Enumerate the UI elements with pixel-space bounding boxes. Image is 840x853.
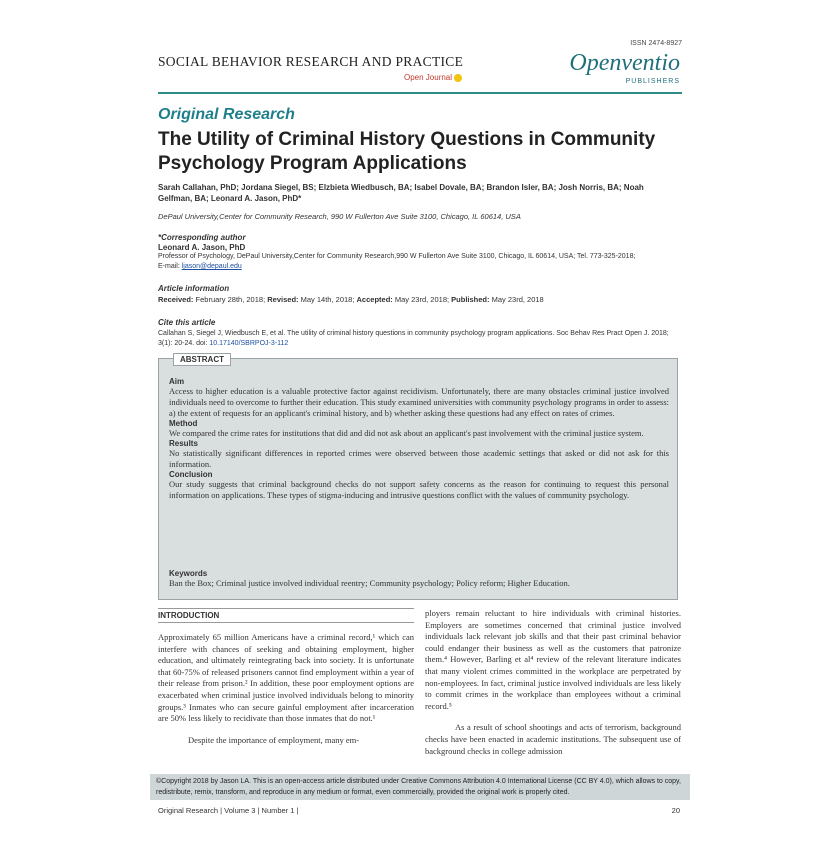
intro-paragraph-3: ployers remain reluctant to hire individuals with criminal histories. Employers are sometimes concerned that criminal justice involved individuals lack relevant job skills and that their past criminal behavior could endanger their business as well as the customers that patronize them.⁴ However, Barling et al⁴ review of the relevant literature indicates that many violent crimes committed in the workplace are perpetrated by non-employees. In fact, criminal justice involved individuals are less likely to commit crimes in the workplace than employees without a criminal record.⁵ [425, 608, 681, 711]
method-label: Method [169, 419, 198, 428]
open-journal-text: Open Journal [404, 73, 453, 82]
received-date: February 28th, 2018; [195, 295, 266, 304]
corresponding-email [158, 263, 242, 270]
conclusion-label: Conclusion [169, 470, 213, 479]
aim-label: Aim [169, 377, 185, 386]
keywords-label: Keywords [169, 569, 208, 578]
intro-paragraph-2: Despite the importance of employment, many em- [188, 734, 360, 745]
keywords [169, 569, 669, 589]
open-journal-icon [454, 74, 462, 82]
cite-label: Cite this article [158, 318, 216, 327]
results-label: Results [169, 439, 198, 448]
citation [158, 329, 683, 349]
received-label: Received: [158, 295, 194, 304]
doi-link[interactable]: 10.17140/SBRPOJ-3-112 [209, 340, 289, 347]
intro-paragraph-4: As a result of school shootings and acts of terrorism, background checks have been enacted in academic institutions. The subsequent use of background checks in college admission [425, 722, 681, 756]
published-date: May 23rd, 2018 [491, 295, 544, 304]
right-column [425, 608, 681, 757]
article-title: The Utility of Criminal History Questions in Community Psychology Program Applications [158, 129, 656, 174]
journal-name: SOCIAL BEHAVIOR RESEARCH AND PRACTICE [158, 54, 464, 69]
revised-date: May 14th, 2018; [300, 295, 355, 304]
corresponding-address: Professor of Psychology, DePaul University,Center for Community Research,990 W Fullerton Ave Suite 3100, Chicago, IL 60614, USA; Tel. 773-325-2018; [158, 253, 636, 260]
aim-text: Access to higher education is a valuable protective factor against recidivism. Unfortunately, there are many obstacles criminal justice involved individuals need to overcome to further their education. This study examined universities with community psychology programs in order to assess: a) the extent of requests for an applicant's criminal history, and b) whether asking these questions had any effect on rates of crimes. [169, 386, 669, 418]
left-column [158, 632, 414, 746]
license-notice: ©Copyright 2018 by Jason LA. This is an open-access article distributed under Creative Commons Attribution 4.0 International License (CC BY 4.0), which allows to copy, redistribute, remix, transform, and reproduce in any medium or format, even commercially, provided the original work is properly cited. [150, 774, 690, 800]
author-list: Sarah Callahan, PhD; Jordana Siegel, BS; Elzbieta Wiedbusch, BA; Isabel Dovale, BA; Brandon Isler, BA; Josh Norris, BA; Noah Gelfman, BA; Leonard A. Jason, PhD* [158, 183, 644, 203]
publisher-sub: PUBLISHERS [625, 78, 680, 85]
email-label: E-mail: [158, 263, 180, 270]
corresponding-name: Leonard A. Jason, PhD [158, 243, 246, 252]
article-info-label: Article information [158, 284, 230, 293]
citation-text: Callahan S, Siegel J, Wiedbusch E, et al. The utility of criminal history questions in community psychology program applications. Soc Behav Res Pract Open J. 2018; 3(1): 20-24. doi: [158, 330, 669, 347]
intro-heading: INTRODUCTION [158, 608, 414, 623]
accepted-date: May 23rd, 2018; [394, 295, 450, 304]
accepted-label: Accepted: [356, 295, 393, 304]
conclusion-text: Our study suggests that criminal background checks do not support safety concerns as the reason for continuing to request this personal information on applications. These types of stigma-inducing and intrusive questions conflict with the values of community psychology. [169, 479, 669, 500]
corresponding-label: *Corresponding author [158, 233, 246, 242]
email-link[interactable]: ljason@depaul.edu [181, 263, 242, 270]
article-type: Original Research [158, 106, 295, 123]
abstract-box [158, 355, 678, 600]
results-text: No statistically significant differences in reported crimes were observed between those academic settings that asked or did not ask for this information. [169, 448, 669, 469]
abstract-tab: ABSTRACT [173, 353, 231, 366]
publisher-logo: Openventio [569, 50, 680, 76]
issn: ISSN 2474-8927 [630, 40, 682, 47]
footer-journal-info: Original Research | Volume 3 | Number 1 | [158, 806, 299, 815]
open-journal-label [404, 73, 462, 82]
keywords-text: Ban the Box; Criminal justice involved individual reentry; Community psychology; Policy reform; Higher Education. [169, 578, 570, 588]
affiliation: DePaul University,Center for Community Research, 990 W Fullerton Ave Suite 3100, Chicago, IL 60614, USA [158, 212, 521, 221]
revised-label: Revised: [267, 295, 299, 304]
published-label: Published: [451, 295, 490, 304]
intro-paragraph-1: Approximately 65 million Americans have a criminal record,¹ which can interfere with chances of seeking and obtaining employment, higher education, and ultimately reintegrating back into society. It is unfortunate that 60-75% of released prisoners cannot find employment within a year of their release from prison.² In addition, these poor employment options are exacerbated when criminal justice involved individuals belong to minority groups.³ Inmates who can secure gainful employment after incarceration are 50% less likely to recidivate than those inmates that do not.¹ [158, 632, 414, 724]
header-rule [158, 92, 682, 94]
article-dates [158, 295, 544, 304]
page-number: 20 [671, 806, 680, 815]
abstract-body [169, 377, 669, 501]
method-text: We compared the crime rates for institutions that did and did not ask about an applicant's past involvement with the criminal justice system. [169, 428, 644, 438]
article-page [150, 30, 690, 848]
